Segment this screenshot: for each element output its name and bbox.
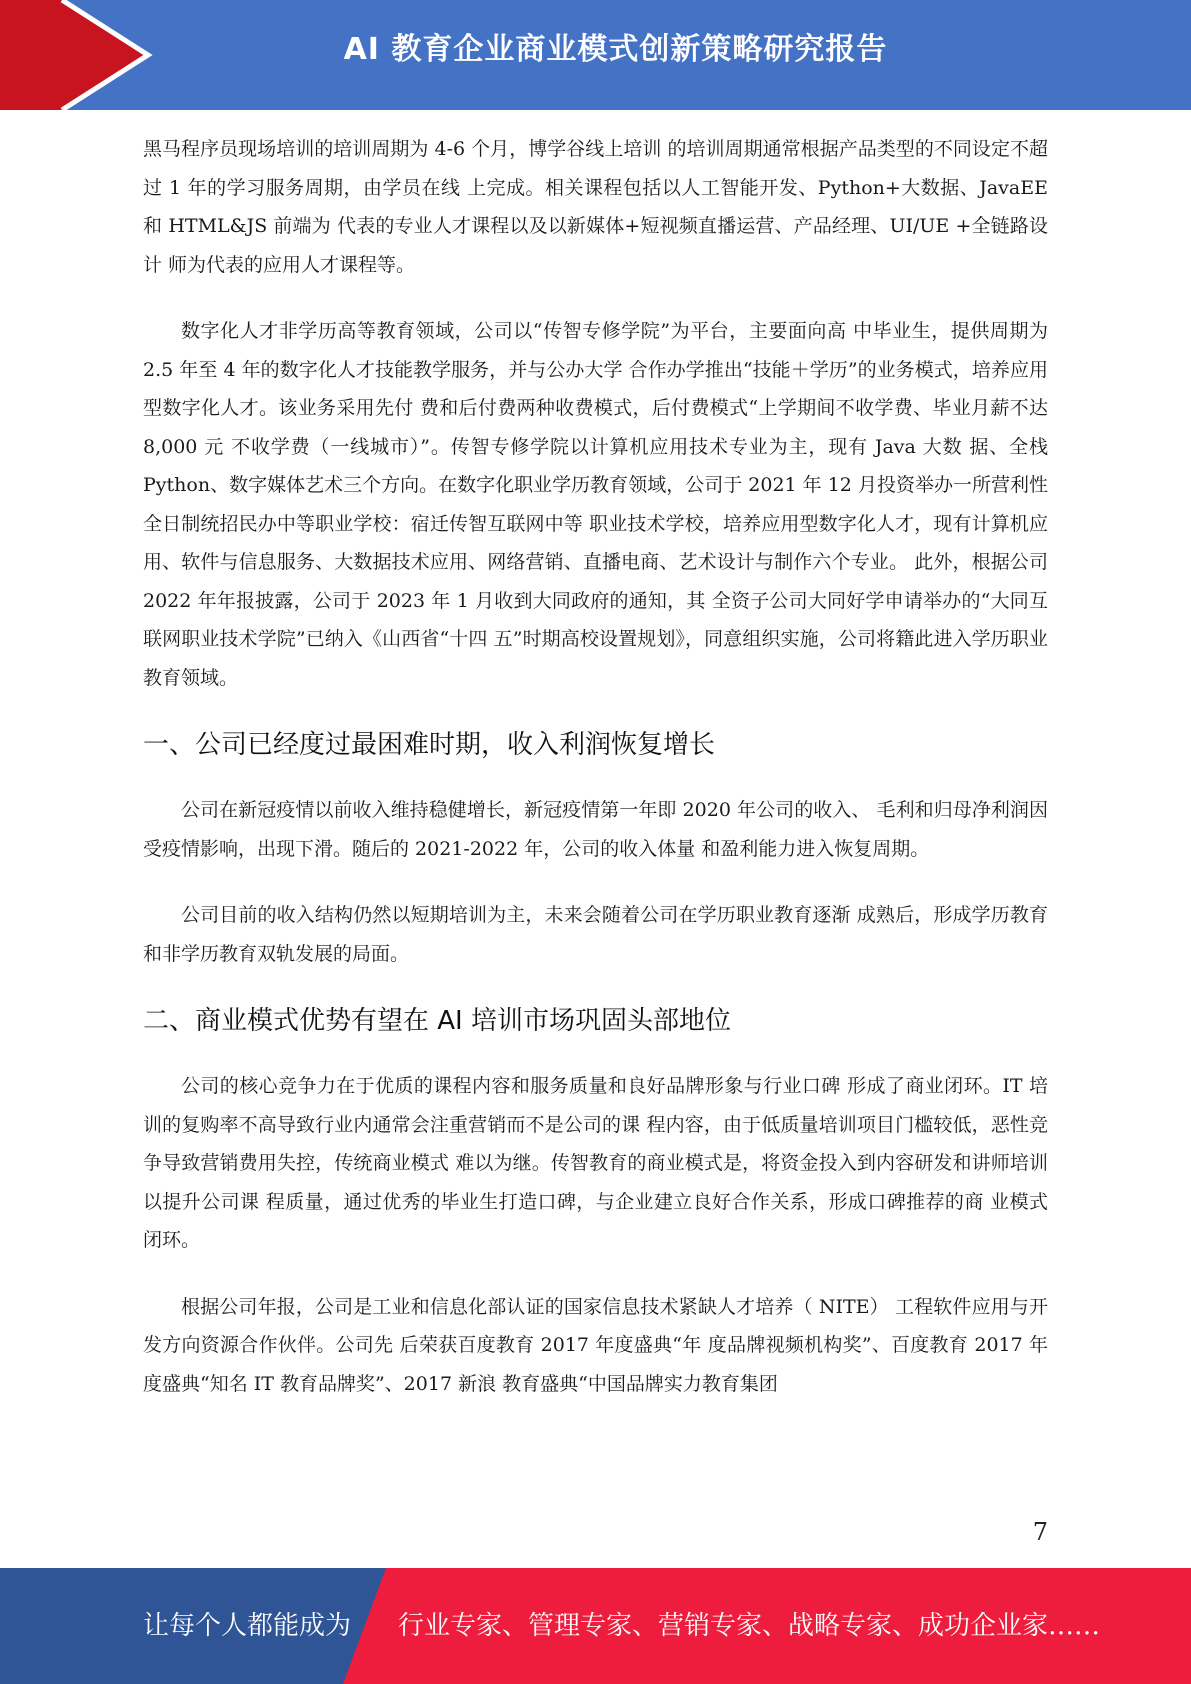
page-footer — [0, 1568, 1191, 1684]
paragraph-degree-education: 数字化人才非学历高等教育领域，公司以“传智专修学院”为平台，主要面向高 中毕业生，提供周期为 2.5 年至 4 年的数字化人才技能教学服务，并与公办大学 合作办学推出“技能＋学历”的业务模式，培养应用型数字化人才。该业务采用先付 费和后付费两种收费模式，后付费模式“上学期间不收学费、毕业月薪不达 8,000 元 不收学费（一线城市）”。传智专修学院以计算机应用技术专业为主，现有 Java 大数 据、全栈 Python、数字媒体艺术三个方向。在数字化职业学历教育领域，公司于 2021 年 12 月投资举办一所营利性全日制统招民办中等职业学校：宿迁传智互联网中等 职业技术学校，培养应用型数字化人才，现有计算机应用、软件与信息服务、大数据技术应用、网络营销、直播电商、艺术设计与制作六个专业。 此外，根据公司 2022 年年报披露，公司于 2023 年 1 月收到大同政府的通知，其 全资子公司大同好学申请举办的“大同互联网职业技术学院”已纳入《山西省“十四 五”时期高校设置规划》，同意组织实施，公司将籍此进入学历职业教育领域。 — [143, 320, 1048, 689]
paragraph-core-competitiveness: 公司的核心竞争力在于优质的课程内容和服务质量和良好品牌形象与行业口碑 形成了商业闭环。IT 培训的复购率不高导致行业内通常会注重营销而不是公司的课 程内容，由于低质量培训项目门槛较低，恶性竞争导致营销费用失控，传统商业模式 难以为继。传智教育的商业模式是，将资金投入到内容研发和讲师培训以提升公司课 程质量，通过优秀的毕业生打造口碑，与企业建立良好合作关系，形成口碑推荐的商 业模式闭环。 — [143, 1075, 1048, 1251]
page-header — [0, 0, 1191, 110]
page-content — [143, 130, 1048, 1431]
footer-slogan-left: 让每个人都能成为 — [143, 1611, 352, 1641]
paragraph-training-cycle: 黑马程序员现场培训的培训周期为 4-6 个月，博学谷线上培训 的培训周期通常根据产品类型的不同设定不超过 1 年的学习服务周期，由学员在线 上完成。相关课程包括以人工智能开发、Python+大数据、JavaEE 和 HTML&JS 前端为 代表的专业人才课程以及以新媒体+短视频直播运营、产品经理、UI/UE +全链路设计 师为代表的应用人才课程等。 — [143, 138, 1048, 276]
paragraph-awards: 根据公司年报，公司是工业和信息化部认证的国家信息技术紧缺人才培养（ NITE） 工程软件应用与开发方向资源合作伙伴。公司先 后荣获百度教育 2017 年度盛典“年 度品牌视频机构奖”、百度教育 2017 年度盛典“知名 IT 教育品牌奖”、2017 新浪 教育盛典“中国品牌实力教育集团 — [143, 1295, 1048, 1395]
page-number: 7 — [1032, 1518, 1048, 1546]
footer-slogan-right: 行业专家、管理专家、营销专家、战略专家、成功企业家…… — [398, 1611, 1101, 1641]
section-heading-2: 二、商业模式优势有望在 AI 培训市场巩固头部地位 — [143, 1006, 731, 1036]
paragraph-revenue-structure: 公司目前的收入结构仍然以短期培训为主，未来会随着公司在学历职业教育逐渐 成熟后，形成学历教育和非学历教育双轨发展的局面。 — [143, 904, 1048, 965]
report-title: AI 教育企业商业模式创新策略研究报告 — [343, 32, 888, 67]
paragraph-revenue-recovery: 公司在新冠疫情以前收入维持稳健增长，新冠疫情第一年即 2020 年公司的收入、 毛利和归母净利润因受疫情影响，出现下滑。随后的 2021-2022 年，公司的收入体量 和盈利能力进入恢复周期。 — [143, 799, 1048, 860]
section-heading-1: 一、公司已经度过最困难时期，收入利润恢复增长 — [143, 730, 716, 760]
